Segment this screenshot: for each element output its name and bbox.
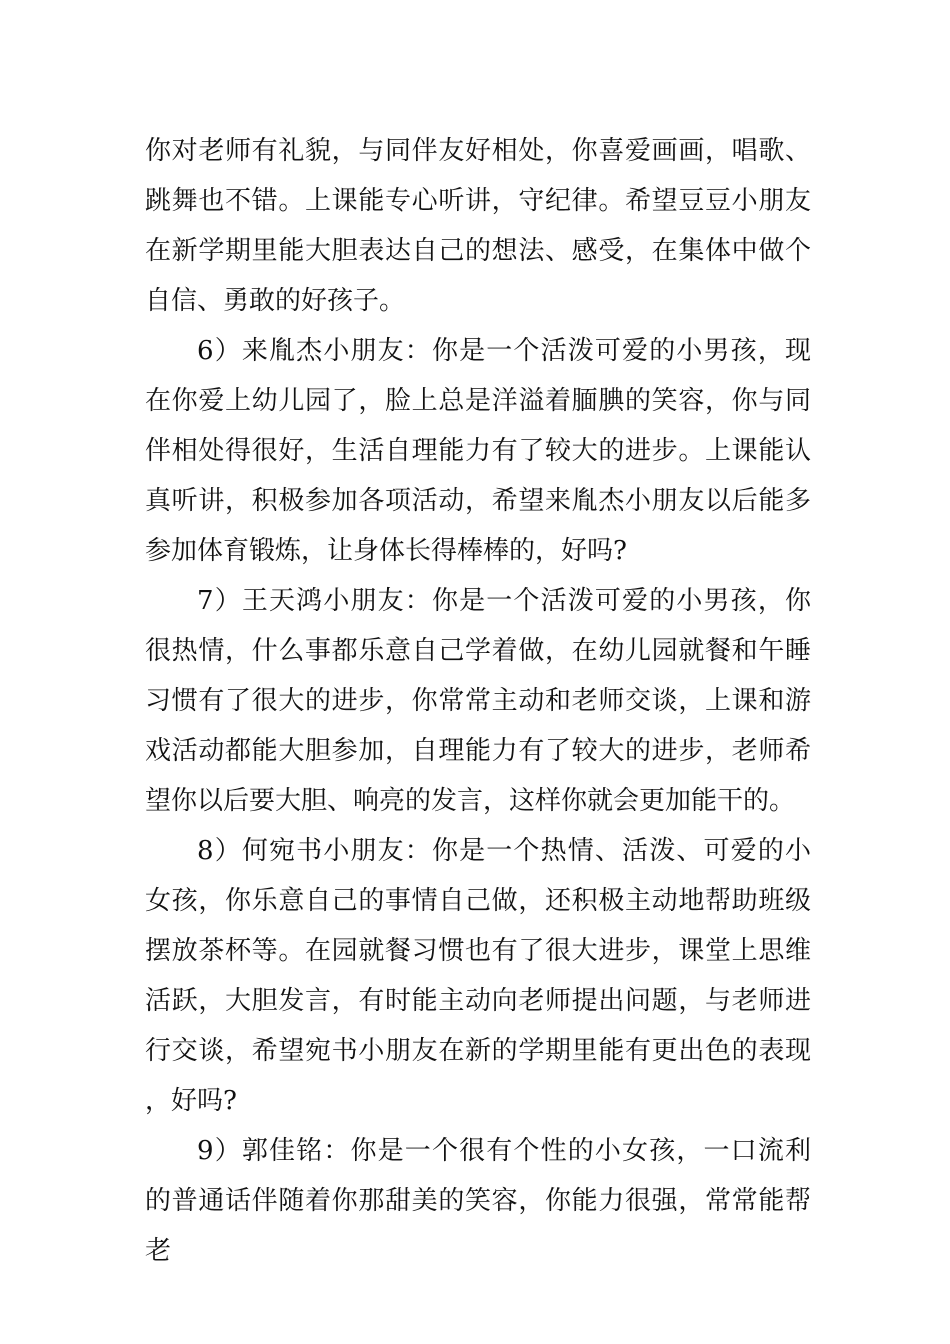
document-body — [145, 126, 811, 1276]
paragraph-continuation: 你对老师有礼貌，与同伴友好相处，你喜爱画画，唱歌、跳舞也不错。上课能专心听讲，守纪律。希望豆豆小朋友在新学期里能大胆表达自己的想法、感受，在集体中做个自信、勇敢的好孩子。 — [145, 136, 811, 316]
paragraph-comment-9: 9）郭佳铭：你是一个很有个性的小女孩，一口流利的普通话伴随着你那甜美的笑容，你能力很强，常常能帮老 — [145, 1136, 811, 1266]
paragraph-comment-8: 8）何宛书小朋友：你是一个热情、活泼、可爱的小女孩，你乐意自己的事情自己做，还积极主动地帮助班级摆放茶杯等。在园就餐习惯也有了很大进步，课堂上思维活跃，大胆发言，有时能主动向老师提出问题，与老师进行交谈，希望宛书小朋友在新的学期里能有更出色的表现，好吗? — [145, 836, 811, 1116]
paragraph-comment-7: 7）王天鸿小朋友：你是一个活泼可爱的小男孩，你很热情，什么事都乐意自己学着做，在幼儿园就餐和午睡习惯有了很大的进步，你常常主动和老师交谈，上课和游戏活动都能大胆参加，自理能力有了较大的进步，老师希望你以后要大胆、响亮的发言，这样你就会更加能干的。 — [145, 586, 811, 816]
paragraph-comment-6: 6）来胤杰小朋友：你是一个活泼可爱的小男孩，现在你爱上幼儿园了，脸上总是洋溢着腼腆的笑容，你与同伴相处得很好，生活自理能力有了较大的进步。上课能认真听讲，积极参加各项活动，希望来胤杰小朋友以后能多参加体育锻炼，让身体长得棒棒的，好吗? — [145, 336, 811, 566]
